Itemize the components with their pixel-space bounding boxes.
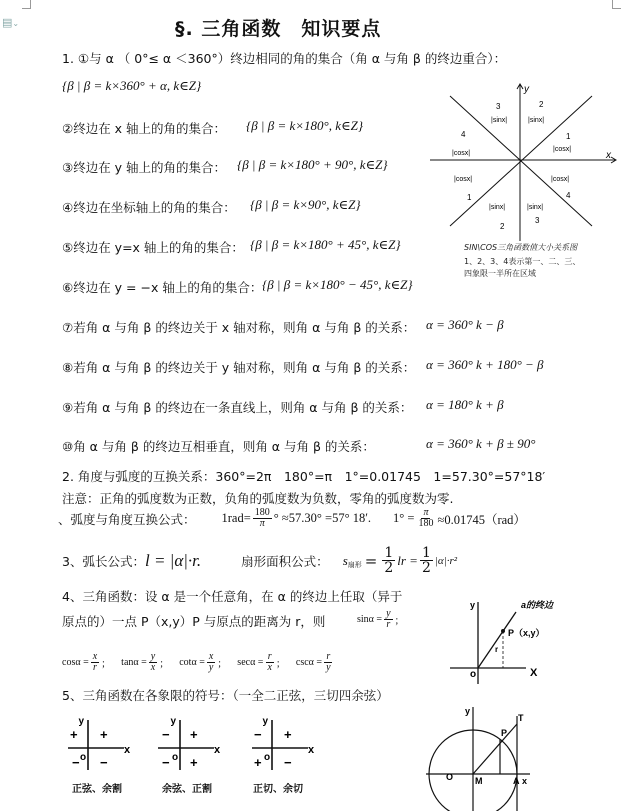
qd-cos-1: |cosx|	[452, 150, 471, 157]
s4-cos-sep: ；	[101, 659, 112, 670]
s2-conv-b-frac	[416, 508, 435, 529]
s2-conv-b-post: ≈0.01745（rad）	[437, 512, 526, 527]
svg-text:y: y	[262, 716, 268, 727]
uc-t-label: T	[518, 713, 524, 723]
s4-line-2: 原点的）一点 P（x,y）P 与原点的距离为 r，则	[62, 614, 326, 629]
s2-conv-a-frac	[253, 508, 272, 529]
svg-text:−: −	[284, 755, 292, 770]
qd-region-3-top: 3	[496, 102, 501, 111]
s4-sin-den: r	[386, 619, 391, 630]
s4-cot-sep: ；	[217, 659, 228, 670]
uc-a-label: A	[513, 776, 520, 786]
s3-half-num-1: 1	[384, 545, 394, 561]
s3-sector-s: s	[342, 552, 348, 568]
s3-sector-sub: 扇形	[347, 560, 362, 569]
s2-conversion	[58, 508, 526, 529]
s1-formula-1: {β | β = k×360° + α, k∈Z}	[62, 78, 202, 93]
svg-text:+: +	[190, 727, 198, 742]
s3-half-den-1: 2	[384, 560, 394, 576]
s1-heading: 1. ①与 α （ 0°≤ α ＜360°）终边相同的角的集合（角 α 与角 β 的终边重合）：	[62, 51, 507, 66]
qd-cos-2: |cosx|	[553, 146, 572, 153]
qd-sin-2: |sinx|	[528, 117, 545, 124]
s2-note: 注意：正角的弧度数为正数，负角的弧度数为负数，零角的弧度数为零.	[62, 491, 454, 506]
s4-cos-den: r	[92, 662, 97, 673]
corner-mark-top-left	[22, 0, 31, 9]
s4-cot-frac	[207, 652, 215, 673]
s3-sector-eq: =	[364, 551, 378, 570]
s4-sec-frac	[265, 652, 273, 673]
s4-line-1: 4、三角函数：设 α 是一个任意角，在 α 的终边上任取（异于	[62, 589, 403, 604]
s5-caption-2: 余弦、正割	[162, 784, 212, 795]
s4-tan-pre: tanα =	[121, 657, 147, 668]
svg-text:o: o	[264, 752, 271, 763]
s4-cos-frac	[91, 652, 99, 673]
quadrant-diagram	[428, 78, 628, 243]
sign-diagram-sin	[60, 712, 140, 772]
document-icon: ▤⌄	[2, 16, 20, 29]
s2-conv-a-pre: 1rad=	[221, 511, 251, 525]
s4-cot-pre: cotα =	[179, 657, 205, 668]
s1-item-9-formula: α = 180° k + β	[426, 397, 504, 412]
s4-tan-frac	[149, 652, 157, 673]
qd-region-2-top: 2	[539, 100, 544, 109]
s3-half-den-2: 2	[421, 560, 431, 576]
uc-p-label: P	[501, 728, 508, 738]
svg-text:−: −	[162, 755, 170, 770]
s1-item-10-label: ⑩角 α 与角 β 的终边互相垂直，则角 α 与角 β 的关系：	[62, 439, 375, 454]
s4-sin-pre: sinα =	[357, 614, 383, 625]
s2-conv-a-post: ° ≈57.30° =57° 18′.	[273, 511, 372, 525]
svg-text:−: −	[100, 755, 108, 770]
s5-caption-3: 正切、余切	[253, 784, 303, 795]
s1-item-7-label: ⑦若角 α 与角 β 的终边关于 x 轴对称，则角 α 与角 β 的关系：	[62, 320, 416, 335]
qd-region-4-right: 4	[566, 191, 571, 200]
qd-sin-3: |sinx|	[489, 204, 506, 211]
page-title: §. 三角函数 知识要点	[175, 18, 382, 40]
qd-x-label: x	[606, 150, 611, 161]
s4-sec-pre: secα =	[237, 657, 264, 668]
svg-text:+: +	[190, 755, 198, 770]
s1-item-3-label: ③终边在 y 轴上的角的集合：	[62, 160, 227, 175]
s4-sin	[357, 609, 405, 630]
terminal-side-diagram	[440, 598, 600, 688]
uc-y-label: y	[465, 706, 471, 716]
qd-cos-4: |cosx|	[551, 176, 570, 183]
s1-item-8-formula: α = 360° k + 180° − β	[426, 357, 544, 372]
svg-text:−: −	[254, 727, 262, 742]
svg-text:+: +	[284, 727, 292, 742]
svg-text:o: o	[172, 752, 179, 763]
qd-region-4-left: 4	[461, 130, 466, 139]
s1-item-9-label: ⑨若角 α 与角 β 的终边在一条直线上，则角 α 与角 β 的关系：	[62, 400, 413, 415]
s3-half-frac-2	[420, 546, 433, 575]
s3-sector-part-2: |α|·r²	[434, 554, 458, 567]
qd-caption-1: SIN\COS三角函数值大小关系图	[464, 243, 578, 252]
td-point-label: P（x,y）	[508, 628, 545, 638]
s4-cot-num: x	[208, 651, 214, 662]
s2-conv-a-num: 180	[254, 507, 270, 518]
svg-text:+: +	[100, 727, 108, 742]
s1-item-5-label: ⑤终边在 y=x 轴上的角的集合：	[62, 240, 244, 255]
qd-caption-3: 四象限一半所在区域	[464, 269, 536, 278]
qd-region-1-right: 1	[566, 132, 571, 141]
s2-conv-b-pre: 1° =	[393, 511, 415, 525]
s4-cos-num: x	[92, 651, 98, 662]
s1-item-6-formula: {β | β = k×180° − 45°, k∈Z}	[262, 277, 413, 292]
svg-text:+: +	[254, 755, 262, 770]
s4-sin-frac	[384, 609, 392, 630]
s4-tan-num: y	[150, 651, 156, 662]
s3-row	[62, 546, 457, 575]
s5-caption-1: 正弦、余割	[72, 784, 122, 795]
svg-text:+: +	[70, 727, 78, 742]
s4-sec-num: r	[267, 651, 272, 662]
s4-cot-den: y	[208, 662, 214, 673]
uc-x-label: x	[522, 776, 528, 786]
td-x-label: X	[530, 667, 538, 679]
uc-origin-label: O	[446, 772, 454, 782]
uc-m-label: M	[475, 776, 483, 786]
sign-diagram-cos	[150, 712, 230, 772]
s4-cos-pre: cosα =	[62, 657, 89, 668]
qd-region-3-bottom: 3	[535, 216, 540, 225]
s2-conv-a-den: π	[259, 518, 265, 529]
svg-text:y: y	[170, 716, 176, 727]
svg-text:x: x	[124, 744, 131, 756]
qd-sin-1: |sinx|	[491, 117, 508, 124]
s1-item-10-formula: α = 360° k + β ± 90°	[426, 436, 536, 451]
s5-line: 5、三角函数在各象限的符号：（一全二正弦，三切四余弦）	[62, 688, 389, 703]
s2-line-1: 2. 角度与弧度的互换关系：360°=2π 180°=π 1°=0.01745 1=57.30°=57°18′	[62, 469, 546, 484]
corner-mark-top-right	[612, 0, 621, 9]
s4-csc-den: y	[326, 662, 331, 673]
td-origin-label: o	[470, 669, 477, 680]
s4-sin-sep: ；	[394, 616, 405, 627]
s1-item-6-label: ⑥终边在 y = −x 轴上的角的集合：	[62, 280, 263, 295]
s4-tan-sep: ；	[159, 659, 170, 670]
s3-arc-formula: l = |α|·r.	[144, 550, 202, 570]
qd-caption-2: 1、2、3、4表示第一、二、三、	[464, 257, 581, 266]
s4-csc-frac	[324, 652, 332, 673]
s4-csc-num: r	[326, 651, 331, 662]
s2-conv-label: 、弧度与角度互换公式：	[58, 511, 196, 527]
s1-item-4-label: ④终边在坐标轴上的角的集合：	[62, 200, 236, 215]
s1-item-4-formula: {β | β = k×90°, k∈Z}	[250, 197, 361, 212]
s3-sector-part-1: lr =	[397, 552, 418, 568]
svg-text:o: o	[80, 752, 87, 763]
s4-funcs-row	[62, 652, 335, 673]
s3-half-frac-1	[382, 546, 395, 575]
svg-text:y: y	[78, 716, 84, 727]
s4-tan-den: x	[150, 662, 156, 673]
qd-region-1-left: 1	[467, 193, 472, 202]
svg-text:−: −	[162, 727, 170, 742]
s3-sector-label: 扇形面积公式：	[241, 553, 329, 569]
td-y-label: y	[470, 600, 476, 610]
s1-item-7-formula: α = 360° k − β	[426, 317, 504, 332]
s1-item-5-formula: {β | β = k×180° + 45°, k∈Z}	[250, 237, 401, 252]
s4-sin-num: y	[386, 608, 391, 619]
sign-diagram-tan	[244, 712, 324, 772]
s1-item-3-formula: {β | β = k×180° + 90°, k∈Z}	[237, 157, 388, 172]
td-r-label: r	[495, 645, 499, 654]
s1-item-2-label: ②终边在 x 轴上的角的集合：	[62, 121, 227, 136]
s2-conv-b-den: 180	[418, 518, 434, 529]
s1-item-2-formula: {β | β = k×180°, k∈Z}	[246, 118, 364, 133]
s4-sec-sep: ；	[275, 659, 286, 670]
s3-arc-label: 3、弧长公式：	[62, 553, 145, 569]
qd-region-2-bottom: 2	[500, 222, 505, 231]
svg-text:−: −	[72, 755, 80, 770]
s3-half-num-2: 1	[421, 545, 431, 561]
unit-circle-diagram	[426, 702, 536, 811]
qd-cos-3: |cosx|	[454, 176, 473, 183]
qd-y-label: y	[524, 84, 529, 95]
s1-item-8-label: ⑧若角 α 与角 β 的终边关于 y 轴对称，则角 α 与角 β 的关系：	[62, 360, 416, 375]
qd-sin-4: |sinx|	[527, 204, 544, 211]
s4-sec-den: x	[267, 662, 272, 673]
s2-conv-b-num: π	[423, 507, 429, 518]
svg-text:x: x	[308, 744, 315, 756]
s4-csc-pre: cscα =	[295, 657, 323, 668]
svg-text:x: x	[214, 744, 221, 756]
td-title: a的终边	[521, 600, 554, 610]
